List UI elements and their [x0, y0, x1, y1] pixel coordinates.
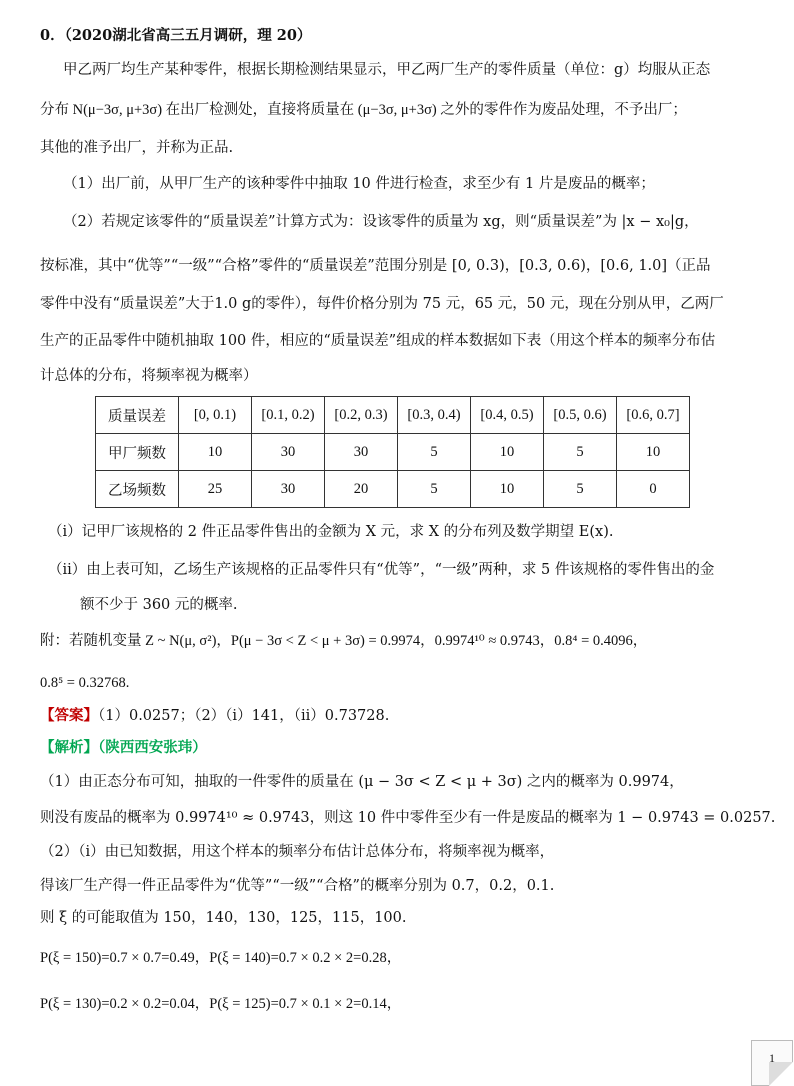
table-cell: 10 — [179, 434, 252, 471]
solution-line-4: 得该厂生产得一件正品零件为“优等”“一级”“合格”的概率分别为 0.7，0.2，0.1. — [40, 878, 555, 894]
answer-line — [40, 706, 764, 726]
interval-cell: [0.5, 0.6) — [544, 397, 617, 434]
page-number-box — [751, 1040, 793, 1086]
solution-line-5: 则 ξ 的可能取值为 150，140，130，125，115，100. — [40, 910, 407, 926]
answer-text: （1）0.0257；（2）（ⅰ）141，（ⅱ）0.73728. — [98, 708, 390, 724]
table-cell: 30 — [252, 471, 325, 508]
table-cell: 20 — [325, 471, 398, 508]
question-2-line-2: 按标准，其中“优等”“一级”“合格”零件的“质量误差”范围分别是 [0, 0.3)，[0.3, 0.6)，[0.6, 1.0]（正品 — [40, 258, 711, 274]
table-row — [96, 434, 690, 471]
question-2-line-4: 生产的正品零件中随机抽取 100 件，相应的“质量误差”组成的样本数据如下表（用这个样本的频率分布估 — [40, 333, 716, 349]
interval-cell: [0.4, 0.5) — [471, 397, 544, 434]
intro-line-2: 分布 N(μ−3σ, μ+3σ) 在出厂检测处，直接将质量在 (μ−3σ, μ+3σ) 之外的零件作为废品处理，不予出厂； — [40, 102, 687, 118]
solution-line-3: （2）（ⅰ）由已知数据，用这个样本的频率分布估计总体分布，将频率视为概率， — [40, 844, 555, 860]
table-header-label: 质量误差 — [96, 397, 179, 434]
table-cell: 0 — [617, 471, 690, 508]
question-2-line-1: （2）若规定该零件的“质量误差”计算方式为：设该零件的质量为 xg，则“质量误差”为 |x − x₀|g， — [63, 214, 699, 230]
interval-cell: [0, 0.1) — [179, 397, 252, 434]
interval-cell: [0.2, 0.3) — [325, 397, 398, 434]
solution-line-6: P(ξ = 150)=0.7 × 0.7=0.49，P(ξ = 140)=0.7 × 0.2 × 2=0.28， — [40, 950, 402, 966]
interval-cell: [0.1, 0.2) — [252, 397, 325, 434]
question-2-line-3: 零件中没有“质量误差”大于1.0 g的零件），每件价格分别为 75 元，65 元，50 元，现在分别从甲，乙两厂 — [40, 296, 724, 312]
answer-tag: 【答案】 — [40, 707, 98, 724]
table-cell: 30 — [252, 434, 325, 471]
table-cell: 10 — [471, 434, 544, 471]
frequency-table — [95, 396, 690, 508]
appendix-line-2: 0.8⁵ = 0.32768. — [40, 675, 130, 691]
sub-question-ii-line-2: 额不少于 360 元的概率. — [80, 597, 238, 613]
intro-line-3: 其他的准予出厂，并称为正品. — [40, 140, 234, 156]
table-cell: 10 — [617, 434, 690, 471]
table-cell: 10 — [471, 471, 544, 508]
row-label: 乙场频数 — [96, 471, 179, 508]
question-1: （1）出厂前，从甲厂生产的该种零件中抽取 10 件进行检查，求至少有 1 片是废品的概率； — [63, 176, 655, 192]
table-row — [96, 471, 690, 508]
table-cell: 5 — [544, 434, 617, 471]
problem-header: 0．（2020湖北省高三五月调研，理 20） — [40, 27, 312, 44]
solution-line-2: 则没有废品的概率为 0.9974¹⁰ ≈ 0.9743，则这 10 件中零件至少有一件是废品的概率为 1 − 0.9743 = 0.0257. — [40, 810, 776, 826]
solution-line-7: P(ξ = 130)=0.2 × 0.2=0.04，P(ξ = 125)=0.7 × 0.1 × 2=0.14， — [40, 996, 402, 1012]
sub-question-i: （ⅰ）记甲厂该规格的 2 件正品零件售出的金额为 X 元，求 X 的分布列及数学期望 E(x). — [48, 524, 614, 540]
solution-line-1: （1）由正态分布可知，抽取的一件零件的质量在 (μ − 3σ < Z < μ + 3σ) 之内的概率为 0.9974， — [40, 774, 684, 790]
page-number: 1 — [769, 1051, 775, 1065]
table-header-row — [96, 397, 690, 434]
sub-question-ii-line-1: （ⅱ）由上表可知，乙场生产该规格的正品零件只有“优等”，“一级”两种，求 5 件该规格的零件售出的金 — [48, 562, 715, 578]
table-cell: 25 — [179, 471, 252, 508]
table-cell: 30 — [325, 434, 398, 471]
analysis-tag: 【解析】（陕西西安张玮） — [40, 739, 207, 756]
question-2-line-5: 计总体的分布，将频率视为概率） — [40, 368, 258, 384]
interval-cell: [0.6, 0.7] — [617, 397, 690, 434]
intro-line-1: 甲乙两厂均生产某种零件，根据长期检测结果显示，甲乙两厂生产的零件质量（单位：g）均服从正态 — [63, 62, 711, 78]
appendix-line-1: 附：若随机变量 Z ~ N(μ, σ²)，P(μ − 3σ < Z < μ + 3σ) = 0.9974，0.9974¹⁰ ≈ 0.9743，0.8⁴ = 0.4096， — [40, 633, 648, 649]
table-cell: 5 — [398, 434, 471, 471]
row-label: 甲厂频数 — [96, 434, 179, 471]
interval-cell: [0.3, 0.4) — [398, 397, 471, 434]
table-cell: 5 — [398, 471, 471, 508]
table-cell: 5 — [544, 471, 617, 508]
